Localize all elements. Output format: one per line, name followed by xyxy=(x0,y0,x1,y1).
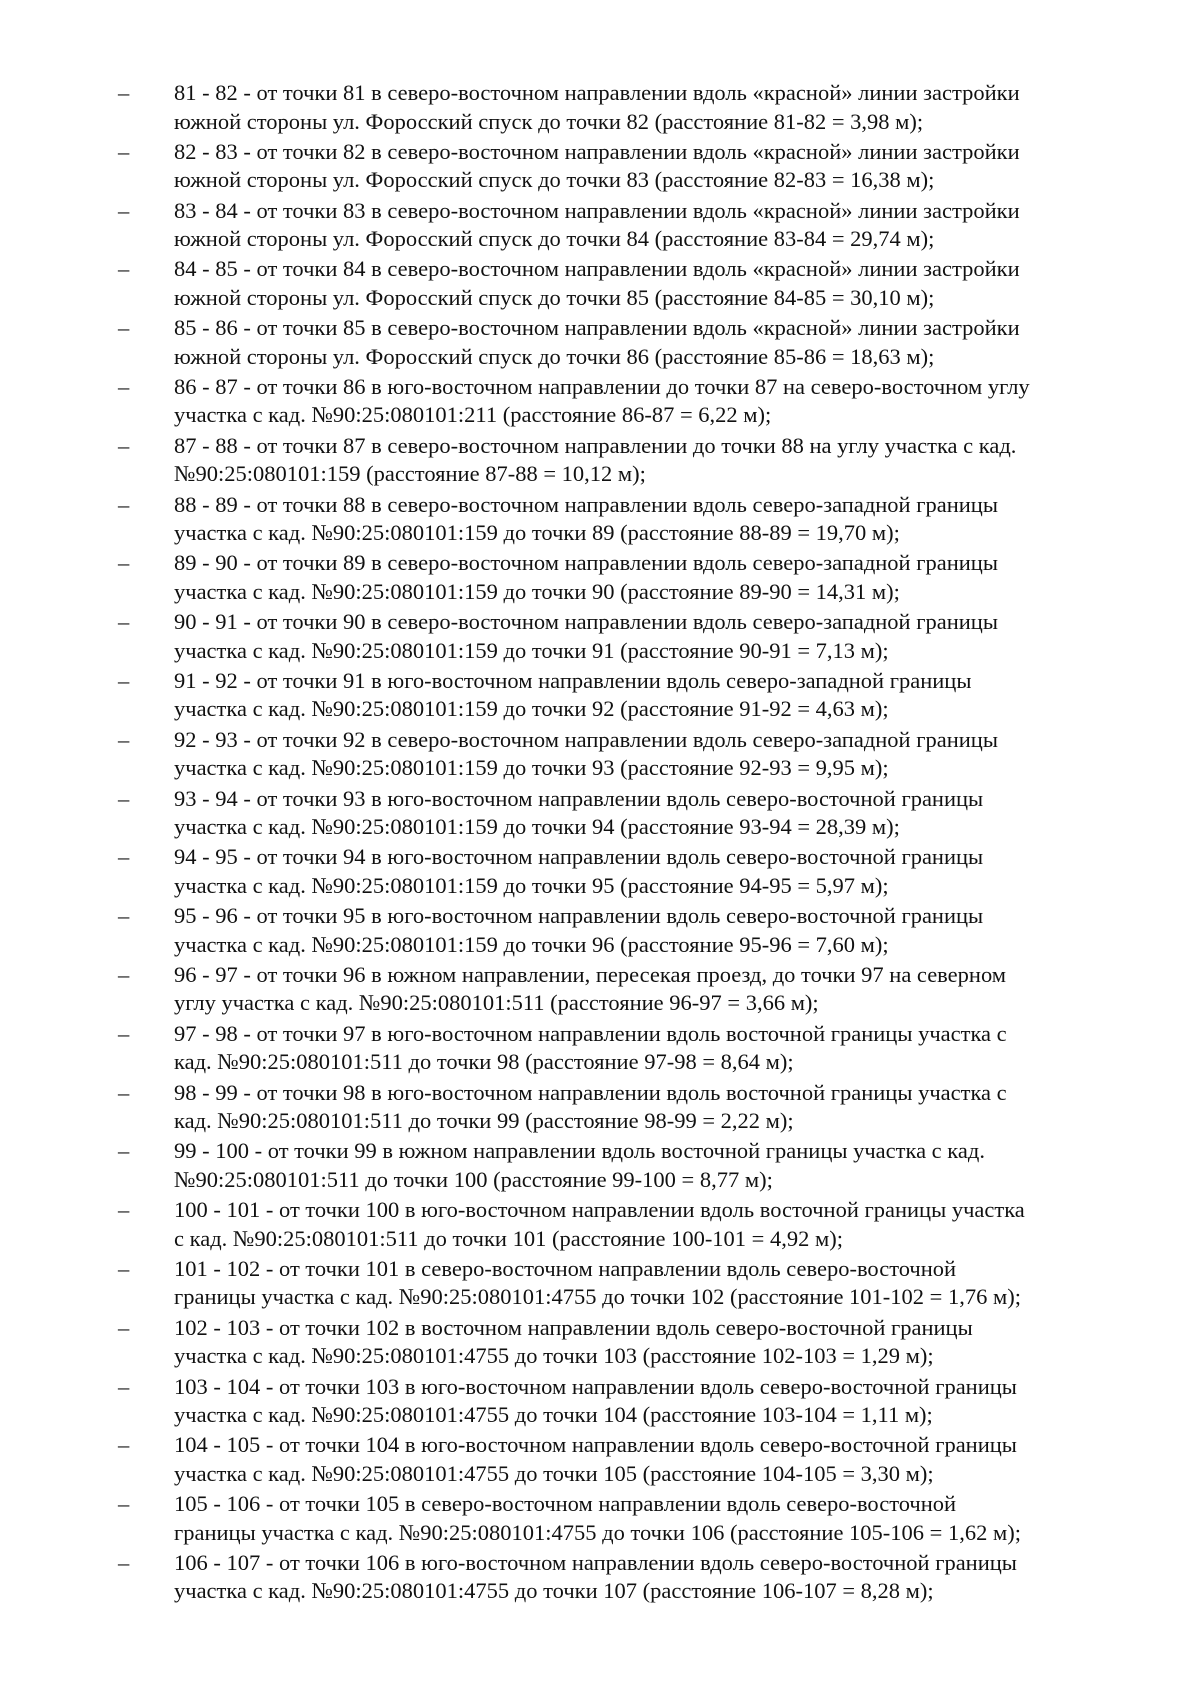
list-item xyxy=(118,785,1128,842)
dash-bullet: – xyxy=(118,138,130,164)
dash-bullet: – xyxy=(118,491,130,517)
dash-bullet: – xyxy=(118,80,130,105)
list-item xyxy=(118,255,1128,312)
list-item-text: 87 - 88 - от точки 87 в северо-восточном направлении до точки 88 на углу участка с кад. №90:25:080101:159 (расстояние 87-88 = 10,12 м); xyxy=(174,432,1017,487)
list-item-text: 96 - 97 - от точки 96 в южном направлении, пересекая проезд, до точки 97 на северном углу участка с кад. №90:25:080101:511 (расстояние 96-97 = 3,66 м); xyxy=(174,961,1007,1016)
dash-bullet: – xyxy=(118,1255,130,1281)
list-item xyxy=(118,608,1128,665)
list-item-text: 101 - 102 - от точки 101 в северо-восточном направлении вдоль северо-восточной границы участка с кад. №90:25:080101:4755 до точки 102 (расстояние 101-102 = 1,76 м); xyxy=(174,1255,1021,1310)
dash-bullet: – xyxy=(118,726,130,752)
dash-bullet: – xyxy=(118,1491,130,1517)
dash-bullet: – xyxy=(118,1373,130,1399)
list-item xyxy=(118,902,1128,959)
list-item xyxy=(118,1490,1128,1547)
list-item xyxy=(118,1196,1128,1253)
list-item-text: 94 - 95 - от точки 94 в юго-восточном направлении вдоль северо-восточной границы участка с кад. №90:25:080101:159 до точки 95 (расстояние 94-95 = 5,97 м); xyxy=(174,844,984,898)
list-item-text: 100 - 101 - от точки 100 в юго-восточном направлении вдоль восточной границы участка с кад. №90:25:080101:511 до точки 101 (расстояние 100-101 = 4,92 м); xyxy=(174,1197,1025,1251)
dash-bullet: – xyxy=(118,903,130,929)
list-item-text: 92 - 93 - от точки 92 в северо-восточном направлении вдоль северо-западной границы участка с кад. №90:25:080101:159 до точки 93 (расстояние 92-93 = 9,95 м); xyxy=(174,726,998,781)
list-item-text: 84 - 85 - от точки 84 в северо-восточном направлении вдоль «красной» линии застройки южной стороны ул. Форосский спуск до точки 85 (расстояние 84-85 = 30,10 м); xyxy=(174,256,1020,310)
list-item-text: 104 - 105 - от точки 104 в юго-восточном направлении вдоль северо-восточной границы участка с кад. №90:25:080101:4755 до точки 105 (расстояние 104-105 = 3,30 м); xyxy=(174,1432,1017,1486)
list-item-text: 91 - 92 - от точки 91 в юго-восточном направлении вдоль северо-западной границы участка с кад. №90:25:080101:159 до точки 92 (расстояние 91-92 = 4,63 м); xyxy=(174,667,972,722)
list-item-text: 88 - 89 - от точки 88 в северо-восточном направлении вдоль северо-западной границы участка с кад. №90:25:080101:159 до точки 89 (расстояние 88-89 = 19,70 м); xyxy=(174,491,998,546)
list-item-text: 90 - 91 - от точки 90 в северо-восточном направлении вдоль северо-западной границы участка с кад. №90:25:080101:159 до точки 91 (расстояние 90-91 = 7,13 м); xyxy=(174,609,998,663)
dash-bullet: – xyxy=(118,197,130,223)
dash-bullet: – xyxy=(118,1138,130,1164)
list-item xyxy=(118,314,1128,371)
list-item xyxy=(118,1373,1128,1430)
dash-bullet: – xyxy=(118,1020,130,1046)
list-item-text: 95 - 96 - от точки 95 в юго-восточном направлении вдоль северо-восточной границы участка с кад. №90:25:080101:159 до точки 96 (расстояние 95-96 = 7,60 м); xyxy=(174,903,984,957)
dash-bullet: – xyxy=(118,785,130,811)
list-item xyxy=(118,843,1128,900)
dash-bullet: – xyxy=(118,550,130,576)
list-item xyxy=(118,549,1128,606)
dash-bullet: – xyxy=(118,373,130,399)
list-item-text: 99 - 100 - от точки 99 в южном направлении вдоль восточной границы участка с кад. №90:25:080101:511 до точки 100 (расстояние 99-100 = 8,77 м); xyxy=(174,1138,985,1192)
list-item-text: 82 - 83 - от точки 82 в северо-восточном направлении вдоль «красной» линии застройки южной стороны ул. Форосский спуск до точки 83 (расстояние 82-83 = 16,38 м); xyxy=(174,138,1020,193)
list-item xyxy=(118,726,1128,783)
list-item-text: 98 - 99 - от точки 98 в юго-восточном направлении вдоль восточной границы участка с кад. №90:25:080101:511 до точки 99 (расстояние 98-99 = 2,22 м); xyxy=(174,1079,1007,1134)
list-item-text: 81 - 82 - от точки 81 в северо-восточном направлении вдоль «красной» линии застройки южной стороны ул. Форосский спуск до точки 82 (расстояние 81-82 = 3,98 м); xyxy=(174,80,1020,134)
list-item-text: 89 - 90 - от точки 89 в северо-восточном направлении вдоль северо-западной границы участка с кад. №90:25:080101:159 до точки 90 (расстояние 89-90 = 14,31 м); xyxy=(174,550,998,604)
dash-bullet: – xyxy=(118,844,130,870)
dash-bullet: – xyxy=(118,1079,130,1105)
dash-bullet: – xyxy=(118,1314,130,1340)
dash-bullet: – xyxy=(118,1549,130,1575)
list-item xyxy=(118,373,1128,430)
dash-bullet: – xyxy=(118,1432,130,1458)
list-item xyxy=(118,79,1128,136)
list-item xyxy=(118,667,1128,724)
list-item-text: 102 - 103 - от точки 102 в восточном направлении вдоль северо-восточной границы участка с кад. №90:25:080101:4755 до точки 103 (расстояние 102-103 = 1,29 м); xyxy=(174,1314,973,1369)
list-item-text: 86 - 87 - от точки 86 в юго-восточном направлении до точки 87 на северо-восточном углу участка с кад. №90:25:080101:211 (расстояние 86-87 = 6,22 м); xyxy=(174,373,1030,428)
boundary-description-list xyxy=(118,79,1128,1608)
list-item-text: 103 - 104 - от точки 103 в юго-восточном направлении вдоль северо-восточной границы участка с кад. №90:25:080101:4755 до точки 104 (расстояние 103-104 = 1,11 м); xyxy=(174,1373,1017,1428)
list-item-text: 85 - 86 - от точки 85 в северо-восточном направлении вдоль «красной» линии застройки южной стороны ул. Форосский спуск до точки 86 (расстояние 85-86 = 18,63 м); xyxy=(174,315,1020,369)
list-item xyxy=(118,1020,1128,1077)
dash-bullet: – xyxy=(118,961,130,987)
list-item-text: 83 - 84 - от точки 83 в северо-восточном направлении вдоль «красной» линии застройки южной стороны ул. Форосский спуск до точки 84 (расстояние 83-84 = 29,74 м); xyxy=(174,197,1020,252)
list-item xyxy=(118,197,1128,254)
list-item-text: 93 - 94 - от точки 93 в юго-восточном направлении вдоль северо-восточной границы участка с кад. №90:25:080101:159 до точки 94 (расстояние 93-94 = 28,39 м); xyxy=(174,785,984,840)
dash-bullet: – xyxy=(118,667,130,693)
list-item xyxy=(118,432,1128,489)
list-item xyxy=(118,1431,1128,1488)
list-item xyxy=(118,961,1128,1018)
dash-bullet: – xyxy=(118,432,130,458)
list-item-text: 106 - 107 - от точки 106 в юго-восточном направлении вдоль северо-восточной границы участка с кад. №90:25:080101:4755 до точки 107 (расстояние 106-107 = 8,28 м); xyxy=(174,1549,1017,1604)
list-item xyxy=(118,491,1128,548)
list-item xyxy=(118,1314,1128,1371)
list-item-text: 97 - 98 - от точки 97 в юго-восточном направлении вдоль восточной границы участка с кад. №90:25:080101:511 до точки 98 (расстояние 97-98 = 8,64 м); xyxy=(174,1020,1007,1075)
dash-bullet: – xyxy=(118,609,130,635)
dash-bullet: – xyxy=(118,315,130,341)
list-item xyxy=(118,1255,1128,1312)
dash-bullet: – xyxy=(118,256,130,282)
list-item xyxy=(118,138,1128,195)
list-item xyxy=(118,1137,1128,1194)
list-item xyxy=(118,1549,1128,1606)
list-item xyxy=(118,1079,1128,1136)
dash-bullet: – xyxy=(118,1197,130,1223)
list-item-text: 105 - 106 - от точки 105 в северо-восточном направлении вдоль северо-восточной границы участка с кад. №90:25:080101:4755 до точки 106 (расстояние 105-106 = 1,62 м); xyxy=(174,1491,1021,1545)
